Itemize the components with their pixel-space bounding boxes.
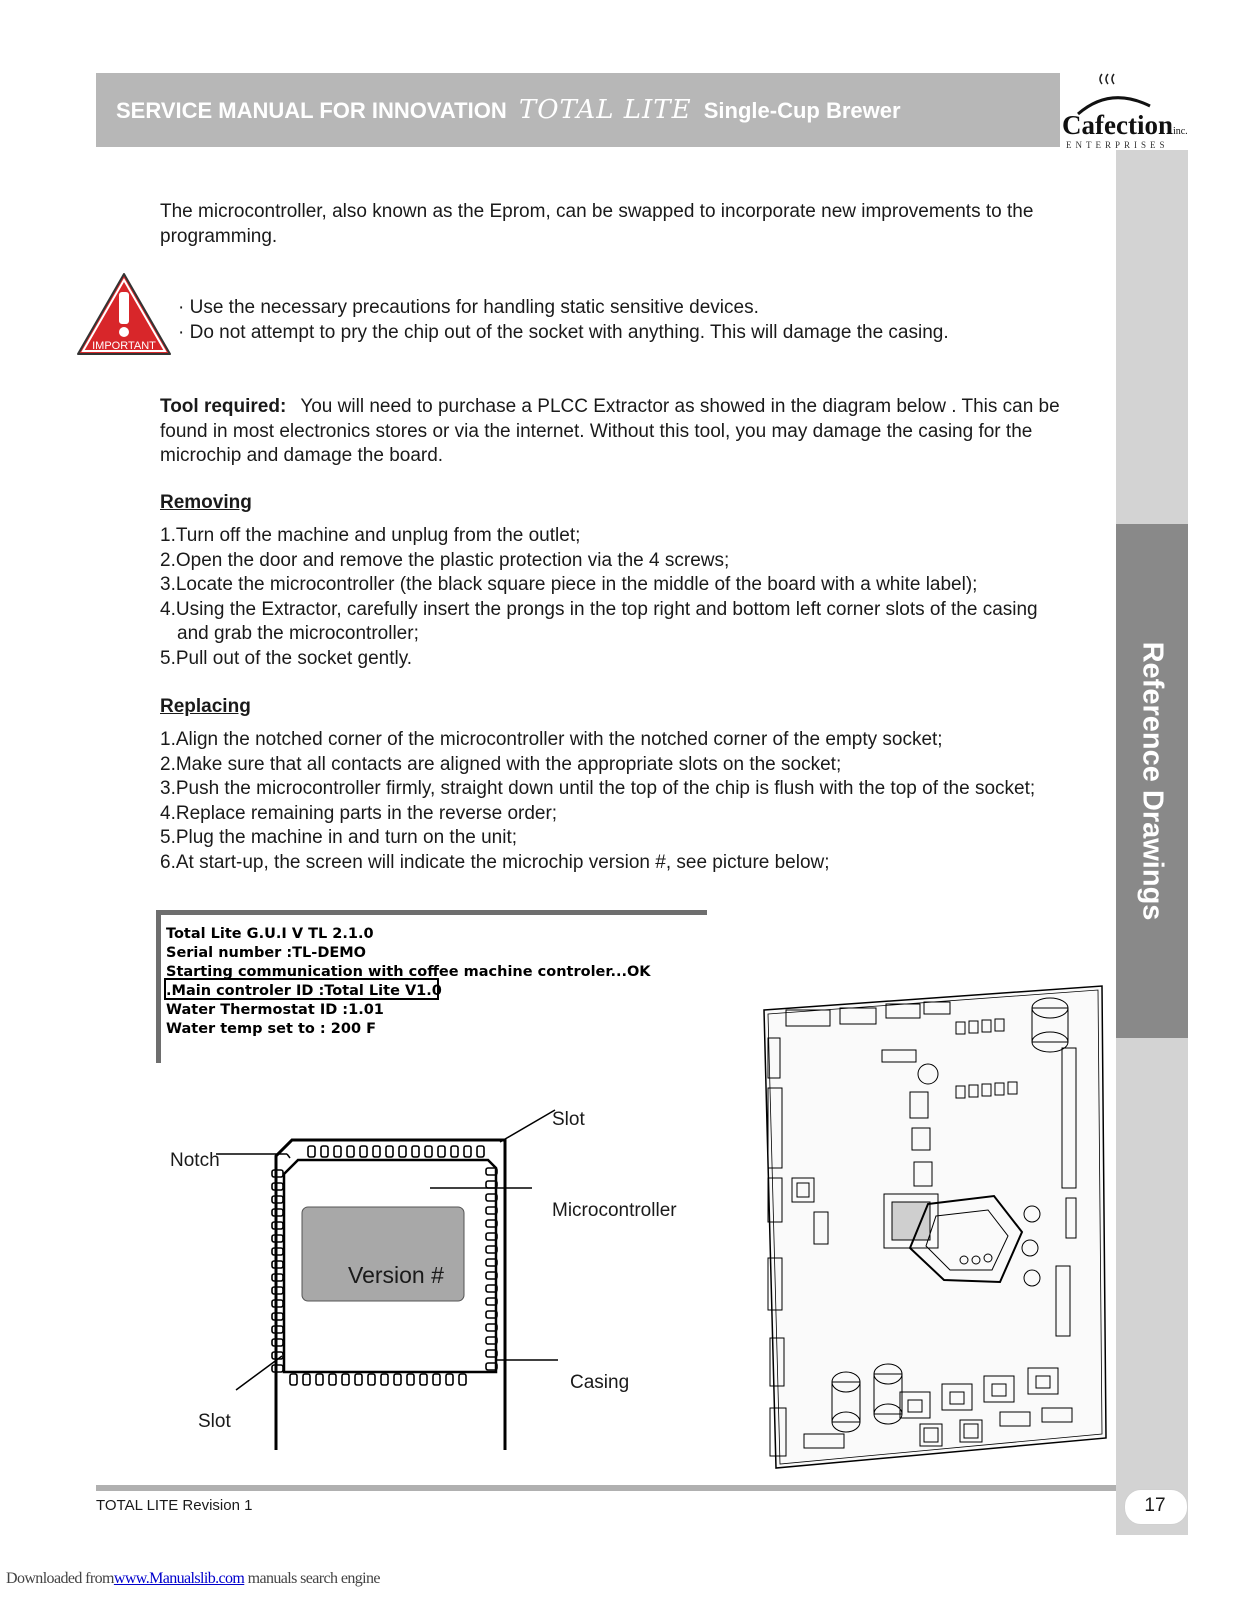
list-item: 2.Make sure that all contacts are aligned with the appropriate slots on the socket; <box>160 753 842 775</box>
label-notch: Notch <box>170 1150 220 1171</box>
screen-line: Serial number :TL-DEMO <box>166 945 367 961</box>
chip-pin <box>399 1146 406 1157</box>
screen-line: Water temp set to : 200 F <box>166 1021 376 1037</box>
leader-notch-tail <box>287 1154 290 1158</box>
chip-pin <box>438 1146 445 1157</box>
title-prefix: SERVICE MANUAL FOR INNOVATION <box>116 98 507 123</box>
chip-pin <box>303 1374 310 1385</box>
tool-text: You will need to purchase a PLCC Extractor as showed in the diagram below . This can be found in most electronics stores or via the internet. Without this tool, you may damage the casing for the microchip and damage the board. <box>160 396 1060 466</box>
chip-pin <box>373 1146 380 1157</box>
list-item: 2.Open the door and remove the plastic protection via the 4 screws; <box>160 549 730 571</box>
chip-pin <box>451 1146 458 1157</box>
list-item: 4.Using the Extractor, carefully insert the prongs in the top right and bottom left corner slots of the casing and grab the microcontroller; <box>160 598 1038 644</box>
chip-pin <box>459 1374 466 1385</box>
page-number: 17 <box>1144 1495 1166 1516</box>
download-suffix: manuals search engine <box>244 1570 380 1587</box>
chip-pin <box>464 1146 471 1157</box>
version-highlight-box <box>164 978 439 1000</box>
chip-pin <box>433 1374 440 1385</box>
footer-rule <box>96 1485 1116 1491</box>
chip-pin <box>321 1146 328 1157</box>
logo-suffix: inc. <box>1172 126 1188 137</box>
page-title <box>116 95 901 125</box>
chip-pin <box>477 1146 484 1157</box>
download-notice <box>6 1570 380 1588</box>
chip-pin <box>425 1146 432 1157</box>
label-version: Version # <box>348 1262 444 1288</box>
list-item: 1.Turn off the machine and unplug from the outlet; <box>160 525 581 546</box>
replacing-steps <box>160 728 1060 875</box>
chip-pin <box>334 1146 341 1157</box>
footer-revision: TOTAL LITE Revision 1 <box>96 1497 253 1514</box>
chip-pin <box>412 1146 419 1157</box>
chip-pin <box>342 1374 349 1385</box>
chip-pin <box>308 1146 315 1157</box>
warning-item: · Do not attempt to pry the chip out of the socket with anything. This will damage the casing. <box>178 321 949 343</box>
label-microcontroller: Microcontroller <box>552 1200 677 1221</box>
tool-label: Tool required: <box>160 396 287 417</box>
leader-slot-top <box>500 1110 555 1142</box>
screen-line: Water Thermostat ID :1.01 <box>166 1002 384 1018</box>
warning-triangle-icon <box>74 270 174 360</box>
screen-line: .Main controler ID :Total Lite V1.0 <box>166 983 442 999</box>
chip-pin <box>360 1146 367 1157</box>
list-item: 4.Replace remaining parts in the reverse order; <box>160 802 558 824</box>
screen-line: Starting communication with coffee machine controler...OK <box>166 964 651 980</box>
circuit-board-drawing <box>760 978 1110 1470</box>
warning-item: · Use the necessary precautions for handling static sensitive devices. <box>178 297 759 318</box>
removing-heading: Removing <box>160 492 252 513</box>
screen-line: Total Lite G.U.I V TL 2.1.0 <box>166 926 374 942</box>
logo-text: Cafectioninc. <box>1062 110 1188 140</box>
chip-pin <box>290 1374 297 1385</box>
removing-steps <box>160 524 1060 671</box>
warning-list <box>178 296 949 345</box>
chip-pin <box>329 1374 336 1385</box>
list-item: 3.Locate the microcontroller (the black square piece in the middle of the board with a white label); <box>160 574 978 595</box>
title-product: TOTAL LITE <box>518 95 692 125</box>
tool-paragraph <box>160 395 1070 469</box>
chip-pin <box>355 1374 362 1385</box>
section-tab-label: Reference Drawings <box>1136 641 1169 921</box>
chip-pin <box>316 1374 323 1385</box>
list-item: 5.Plug the machine in and turn on the unit; <box>160 827 518 848</box>
list-item: 6.At start-up, the screen will indicate the microchip version #, see picture below; <box>160 851 830 873</box>
replacing-heading: Replacing <box>160 696 251 717</box>
manualslib-link[interactable]: www.Manualslib.com <box>113 1570 245 1587</box>
intro-paragraph: The microcontroller, also known as the Eprom, can be swapped to incorporate new improvements to the programming. <box>160 201 1034 247</box>
logo-subtitle: ENTERPRISES <box>1066 140 1169 150</box>
chip-pin <box>446 1374 453 1385</box>
label-slot-bottom: Slot <box>198 1411 231 1432</box>
list-item: 5.Pull out of the socket gently. <box>160 647 413 669</box>
important-label: IMPORTANT <box>92 340 156 352</box>
chip-pin <box>420 1374 427 1385</box>
download-prefix: Downloaded from <box>6 1570 114 1587</box>
title-suffix: Single-Cup Brewer <box>703 98 901 123</box>
chip-pin <box>394 1374 401 1385</box>
board-outline <box>764 986 1106 1468</box>
chip-pin <box>347 1146 354 1157</box>
chip-pin <box>386 1146 393 1157</box>
list-item: 1.Align the notched corner of the microcontroller with the notched corner of the empty socket; <box>160 729 943 750</box>
label-casing: Casing <box>570 1372 630 1393</box>
chip-pin <box>381 1374 388 1385</box>
list-item: 3.Push the microcontroller firmly, straight down until the top of the chip is flush with the top of the socket; <box>160 778 1036 799</box>
chip-pin <box>407 1374 414 1385</box>
label-slot-top: Slot <box>552 1109 585 1130</box>
chip-pin <box>368 1374 375 1385</box>
